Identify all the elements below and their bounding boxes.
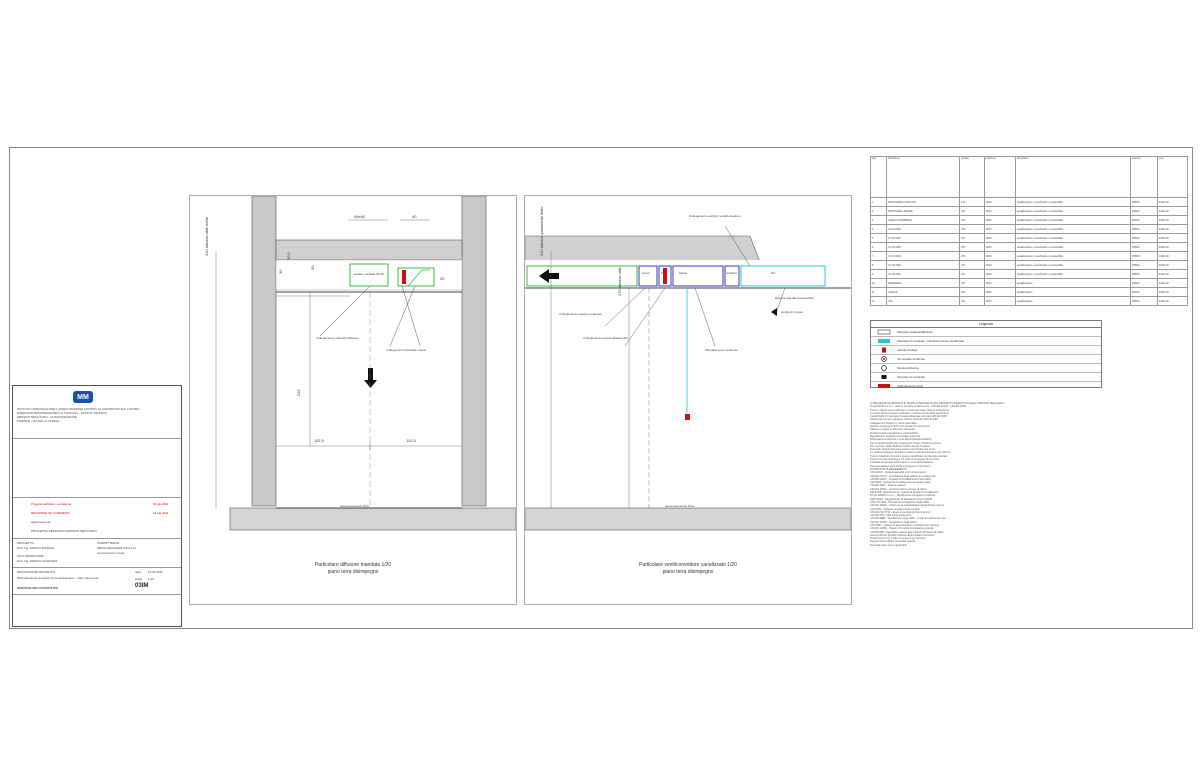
bom-cell: VC-03 0030	[887, 243, 960, 252]
bom-cell: 2640x 20	[1157, 216, 1187, 225]
note-line: Le staffe di sostegno dovranno essere poste ad interasse max 150 cm	[870, 451, 951, 455]
legend-item: Collegamento rame	[871, 382, 1101, 390]
dim-small-3: 30	[278, 269, 283, 274]
project-label: DESCRIZIONE PROGETTO	[17, 570, 56, 574]
bom-cell: 10/20	[984, 243, 1015, 252]
caption-diffuser: Particolare diffusore mandata 1/20	[314, 562, 392, 568]
revision-text: aggiornamento	[31, 520, 52, 524]
note-line: UNI EN 13779 - Ventilazione degli edifici non residenziali	[870, 474, 936, 478]
box-label: VC	[661, 272, 665, 275]
bom-header: pos	[871, 157, 887, 198]
note-line: Tutte le tubazioni dovranno essere identificate con fascette colorate	[870, 454, 948, 458]
note-line: Le quote devono essere verificate in cantiere prima della esecuzione	[870, 411, 949, 415]
note-line: UNI 9182 - Impianti di alimentazione e distribuzione d'acqua	[870, 523, 939, 527]
detail-panel-fancoil	[524, 195, 852, 605]
bom-cell: canalizzazione / macchinario / controsoffitto	[1015, 207, 1130, 216]
client-name: MEDIA MANAGER ITALIA srl	[97, 546, 136, 550]
right-wall	[462, 196, 486, 506]
revision-text: REVISIONE SU COMMENTI	[31, 511, 70, 515]
note-line: D.Lgs 81/08 e s.m.i. - Norme tecniche di riferimento - UNI EN 12237 - UNI EN 1505	[870, 405, 966, 409]
note-line: Prova di tenuta idraulica a 1,5 volte la pressione di esercizio	[870, 458, 939, 462]
damper-red	[402, 270, 406, 284]
bom-cell: RD500	[1130, 234, 1157, 243]
drain-trap	[685, 414, 690, 420]
designer-row	[13, 539, 181, 568]
note-line: Regolazione mediante termostato ambiente	[870, 434, 921, 438]
collab-label: COLLABORATORE	[17, 554, 44, 558]
note-line: Norme CEI per la parte elettrica degli impianti meccanici	[870, 533, 935, 537]
bom-row	[871, 225, 1188, 234]
bom-cell: DIFFUSORE LINEARE	[887, 207, 960, 216]
note-line: UNI EN 12831 - Impianti di riscaldamento negli edifici	[870, 477, 932, 481]
caption-diffuser-sub: piano terra disimpegno	[327, 569, 379, 575]
dim-side: 215	[296, 389, 301, 396]
bom-cell: canalizzazione / macchinario / controsoffitto	[1015, 225, 1130, 234]
fancoil-section-drawing	[525, 196, 851, 604]
floor-slab	[525, 508, 851, 530]
bom-cell: canalizzazione / macchinario / controsoffitto	[1015, 216, 1130, 225]
bom-cell: 11	[871, 288, 887, 297]
legend-title: Legenda	[871, 321, 1101, 328]
bom-cell: VC-04 0030	[887, 252, 960, 261]
note-line: UNI 5364 - Impianti di riscaldamento ad acqua calda	[870, 481, 931, 485]
bom-cell: UTA	[887, 297, 960, 306]
dim-left: 112,5	[314, 438, 324, 443]
dim-height: 310 altezza utile netta	[204, 217, 209, 256]
note-line: Isolamento termico spessore minimo secondo DPR 412/93	[870, 418, 938, 422]
bom-cell: 5	[871, 234, 887, 243]
bom-cell: 12	[871, 297, 887, 306]
label-supply: Mandata verso ambiente	[705, 348, 739, 352]
bom-cell: GRIGLIA DI RIPRESA	[887, 216, 960, 225]
legend-item: Pannello di comando	[871, 373, 1101, 382]
bom-cell: 210	[960, 207, 984, 216]
note-line: Tutte le misure sono espresse in centimetri salvo diversa indicazione	[870, 408, 949, 412]
bom-row	[871, 279, 1188, 288]
company-line: DIREZIONE REGIONALE PER LA TOSCANA - UFFICIO TECNICO	[17, 411, 108, 415]
bom-cell: canalizzazione / macchinario / controsoffitto	[1015, 243, 1130, 252]
bom-row	[871, 207, 1188, 216]
note-line: DM 37/08 - Disposizioni in materia di attivita' di installazione	[870, 491, 939, 495]
note-line: Regolamento edilizio comunale vigente	[870, 540, 916, 544]
bom-cell: RD500	[1130, 270, 1157, 279]
bom-cell: 10/20	[984, 252, 1015, 261]
bom-cell: 8	[871, 261, 887, 270]
note-line: DPR 59/09 - Regolamento di attuazione D.Lgs 192/05	[870, 497, 933, 501]
revision-text: PROGETTO DEFINITIVO IMPIANTI MECCANICI	[31, 529, 97, 533]
bom-cell: 2640x 20	[1157, 252, 1187, 261]
note-line: NORMATIVA DI RIFERIMENTO	[870, 467, 907, 471]
revision-date: 14 lug 2011	[153, 511, 169, 515]
bom-cell: 2640x 20	[1157, 261, 1187, 270]
note-line: UNI EN 1264 - Sistemi radianti	[870, 484, 906, 488]
legend-item: Sonda ambiente	[871, 364, 1101, 373]
designer-name: Prof. Ing. MARCO BIANCHI	[17, 546, 55, 550]
note-line: UNI 8199 - Collaudo acustico degli impianti	[870, 507, 920, 511]
bom-header: portata	[960, 157, 984, 198]
drawing-title: PARTICOLARI COSTRUTTIVI	[17, 586, 59, 590]
dim-small-4: 50	[310, 265, 315, 270]
bom-cell: 1	[871, 198, 887, 207]
bom-cell: RD500	[1130, 198, 1157, 207]
bom-cell: 2640x 20	[1157, 234, 1187, 243]
bom-cell: 10/20	[984, 207, 1015, 216]
company-lines	[17, 407, 177, 423]
drawing-date: 16.06.2011	[148, 570, 163, 574]
bom-cell: 10/20	[984, 261, 1015, 270]
bom-row	[871, 198, 1188, 207]
bom-cell: canalizzazione / macchinario / controsoffitto	[1015, 198, 1130, 207]
diffuser-section-drawing	[190, 196, 516, 604]
client-label: COMMITTENTE	[97, 541, 119, 545]
bom-row	[871, 216, 1188, 225]
bom-cell: canalizzazione / macchinario / controsoffitto	[1015, 252, 1130, 261]
bom-cell: 3	[871, 216, 887, 225]
note-line: Per le caratteristiche dei componenti vedere relazione tecnica	[870, 441, 941, 445]
bom-cell: 150	[960, 297, 984, 306]
note-line: Documentazione as-built da consegnare a fine lavori	[870, 464, 931, 468]
bom-cell: 170	[960, 198, 984, 207]
caption-fancoil: Particolare ventilconvettore canalizzato 1/20	[639, 562, 737, 568]
bom-cell: canalizzazione / macchinario / controsoffitto	[1015, 234, 1130, 243]
note-line: Diffusori e griglie in alluminio verniciato	[870, 428, 915, 432]
bom-cell: DIFFUSORE A SOFFITTO	[887, 198, 960, 207]
bom-cell: VC-01 0020	[887, 225, 960, 234]
client-address: via Francesco Crispi	[97, 551, 125, 555]
dim-height: 310 altezza pavimento finito	[539, 206, 544, 256]
dim-small: 30,5	[286, 252, 291, 260]
bom-cell: SERRANDA	[887, 279, 960, 288]
bom-cell: VC-02 0020	[887, 234, 960, 243]
bom-row	[871, 252, 1188, 261]
bom-cell: CANALE	[887, 288, 960, 297]
bom-cell: 2	[871, 207, 887, 216]
bom-cell: 10/20	[984, 234, 1015, 243]
note-line: UNI TS 11300 - Prestazioni energetiche degli edifici	[870, 500, 930, 504]
bom-cell: 2640x 20	[1157, 270, 1187, 279]
label-return: Ripresa aria dal controsoffitto	[775, 296, 814, 300]
company-logo: MM	[73, 391, 93, 403]
bom-header: potenza	[1130, 157, 1157, 198]
label-valve: Collegamento verticale diffusore	[316, 336, 359, 340]
dim-right: 112,5	[406, 438, 416, 443]
note-line: UNI EN 779 - Filtri d'aria antipolvere	[870, 514, 912, 518]
floor-slab	[230, 508, 516, 530]
note-line: UNI EN 12056 - Sistemi di scarico funzionanti a gravita'	[870, 527, 934, 531]
box-label: ventilatore	[726, 272, 738, 275]
bom-row	[871, 288, 1188, 297]
bom-cell: 6	[871, 243, 887, 252]
label-floor: quota pavimento finito	[665, 504, 695, 508]
bom-cell: 270	[960, 225, 984, 234]
bom-table	[870, 156, 1188, 314]
label-electrical: Collegamento elettrico ventilconvettore	[689, 214, 741, 218]
bom-cell: 2640x 20	[1157, 243, 1187, 252]
project-description: Ristrutturazione impianto di climatizzazione - uffici piano terra	[17, 576, 99, 580]
bom-cell: RD500	[1130, 297, 1157, 306]
bom-cell: RD500	[1130, 207, 1157, 216]
legend-item: Termostato ambiente	[871, 355, 1101, 364]
bom-cell: canalizzazione / macchinario / controsoffitto	[1015, 261, 1130, 270]
bom-cell: 270	[960, 270, 984, 279]
note-line: Ventilconvettori canalizzati a controsoffitto	[870, 431, 919, 435]
legend-item: valvola di sfogo	[871, 346, 1101, 355]
dim-top-a: 48x40	[354, 214, 365, 219]
box-label: filtro	[771, 272, 776, 275]
bom-row	[871, 243, 1188, 252]
bom-row	[871, 297, 1188, 306]
bom-cell: canalizzazione / macchinario / controsoffitto	[1015, 270, 1130, 279]
bom-cell: 10	[871, 279, 887, 288]
ceiling-slab	[276, 240, 462, 260]
note-line: Eventuali altre norme applicabili	[870, 543, 907, 547]
bom-cell: RD500	[1130, 252, 1157, 261]
general-notes	[870, 402, 1188, 620]
bom-cell: RD500	[1130, 279, 1157, 288]
sheet-number: 03IM	[135, 583, 149, 589]
box-label: plenum	[642, 272, 650, 275]
label-condensate: Collegamento scarico condensa	[559, 312, 602, 316]
bom-cell: 10/20	[984, 270, 1015, 279]
bom-cell: 10/20	[984, 279, 1015, 288]
note-line: UNI EN 1886 - Ventilazione negli edifici - Unita' di trattamento aria	[870, 517, 946, 521]
dim-top-b: 40	[412, 214, 417, 219]
bom-cell: 210	[960, 216, 984, 225]
note-line: Eventuali varianti dovranno essere concordate con la D.L.	[870, 448, 937, 452]
bom-cell: 2640x 20	[1157, 198, 1187, 207]
bom-cell: 270	[960, 243, 984, 252]
bom-cell: 150	[960, 288, 984, 297]
project-row	[13, 568, 181, 595]
detail-panel-diffuser	[189, 195, 517, 605]
note-line: Collegamenti idraulici in rame coibentato	[870, 421, 917, 425]
title-block-footer	[13, 595, 181, 635]
bom-cell: RD500	[1130, 261, 1157, 270]
bom-cell: RD500	[1130, 225, 1157, 234]
note-line: Prescrizioni VV.F. e ASL competenti per territorio	[870, 537, 926, 541]
legend-item: Pannello radiante/diffusore	[871, 328, 1101, 337]
legend-item: Pannello di mandata - Ventilconvettore canalizzato	[871, 337, 1101, 346]
company-line: ISTITUTO NAZIONALE PER L'ASSICURAZIONE CONTRO GLI INFORTUNI SUL LAVORO	[17, 407, 140, 411]
left-wall	[252, 196, 276, 506]
bom-cell: 2640x 20	[1157, 297, 1187, 306]
scale-label: scala	[135, 577, 143, 581]
bom-cell: 270	[960, 252, 984, 261]
note-line: Scarico condensa in PVC con pendenza minima 1%	[870, 425, 930, 429]
bom-cell: canalizzazione	[1015, 288, 1130, 297]
note-line: Alimentazione elettrica a cura dell'impiantista elettrico	[870, 438, 932, 442]
bom-cell: 10/20	[984, 225, 1015, 234]
bom-cell: 4	[871, 225, 887, 234]
note-line: Canalizzazioni in lamiera zincata coibentata secondo UNI EN 1505	[870, 415, 947, 419]
bom-header: dimensioni	[1015, 157, 1130, 198]
note-line: UNI EN 14511 - Condizionatori e pompe di calore	[870, 487, 927, 491]
bom-header: descrizione	[887, 157, 960, 198]
bom-cell: 9	[871, 270, 887, 279]
designer-label: PROGETTO	[17, 541, 34, 545]
label-grille: Griglia di ripresa	[781, 310, 803, 314]
label-water: Collegamento acqua calda/fredda	[583, 336, 628, 340]
dim-height-2: 275 altezza utile	[617, 267, 622, 296]
caption-fancoil-sub: piano terra disimpegno	[662, 569, 714, 575]
collab-name: Prof. Ing. MARCO VALENTINI	[17, 559, 58, 563]
bom-cell: 7	[871, 252, 887, 261]
bom-cell: canalizzazione	[1015, 297, 1130, 306]
bom-cell: 2640x 20	[1157, 207, 1187, 216]
bom-header-row	[871, 157, 1188, 198]
box-label: batteria	[679, 272, 687, 275]
label-floor: quota pavimento finito	[340, 504, 370, 508]
bom-row	[871, 261, 1188, 270]
bom-cell: 10/20	[984, 297, 1015, 306]
legend	[870, 320, 1102, 388]
company-line: FIRENZE - VIA DELLA CHIESA	[17, 419, 60, 423]
note-line: UNI EN ISO 7730 - Ergonomia degli ambienti termici	[870, 510, 931, 514]
title-block-header	[13, 386, 181, 439]
note-line: IL PRESENTE ELABORATO E' PARTE INTEGRANTE DEL PROGETTO DEFINITIVO DEGLI IMPIANTI MECCANICI	[870, 402, 1005, 405]
bom-cell: 10/20	[984, 198, 1015, 207]
drawing-scale: 1:20	[148, 577, 154, 581]
note-line: Per i percorsi delle tubazioni vedere tavole di pianta	[870, 444, 930, 448]
bom-cell: 2640x 20	[1157, 225, 1187, 234]
bom-cell: 10/20	[984, 288, 1015, 297]
airflow-arrow	[368, 368, 373, 380]
note-line: UNI EN 13053 - Ventilazione negli edifici	[870, 520, 917, 524]
bom-cell: VC-06 0030	[887, 270, 960, 279]
revision-table	[13, 498, 181, 539]
revision-date: 16 giu 2011	[153, 502, 169, 506]
note-line: UNI EN 806 - Specifiche relative agli impianti all'interno di edifici	[870, 530, 944, 534]
bom-cell: 270	[960, 234, 984, 243]
bom-cell: 270	[960, 261, 984, 270]
bom-row	[871, 270, 1188, 279]
bom-cell: 2640x 20	[1157, 288, 1187, 297]
note-line: D.Lgs 192/05 e s.m.i. - Rendimento energetico in edilizia	[870, 494, 936, 498]
bom-header: note	[1157, 157, 1187, 198]
note-line: Collaudo funzionale dell'impianto a cura dell'installatore	[870, 461, 934, 465]
bom-cell: 150	[960, 279, 984, 288]
bom-cell: 10/20	[984, 216, 1015, 225]
note-line: UNI EN 15251 - Criteri per la progettazione dell'ambiente interno	[870, 504, 945, 508]
dim-small-2: 20	[440, 276, 445, 281]
bom-cell: 2640x 20	[1157, 279, 1187, 288]
company-line: IMPIANTI MECCANICI - CLIMATIZZAZIONE	[17, 415, 77, 419]
note-line: UNI 10339 - Impianti aeraulici a fini di benessere	[870, 471, 926, 475]
bom-cell: canalizzazione	[1015, 279, 1130, 288]
bom-cell: RD500	[1130, 288, 1157, 297]
title-block	[12, 385, 182, 627]
bom-row	[871, 234, 1188, 243]
bom-header: pressione	[984, 157, 1015, 198]
bom-cell: RD500	[1130, 216, 1157, 225]
date-label: data	[135, 570, 141, 574]
revision-text: Progetto definitivo - emissione	[31, 502, 72, 506]
title-block-spacer	[13, 439, 181, 498]
bom-cell: VC-05 0030	[887, 261, 960, 270]
label-diffuser: Collegamento flessibile isolato	[386, 348, 427, 352]
label-duct: canale mandata 40x20	[353, 272, 385, 276]
bom-cell: RD500	[1130, 243, 1157, 252]
